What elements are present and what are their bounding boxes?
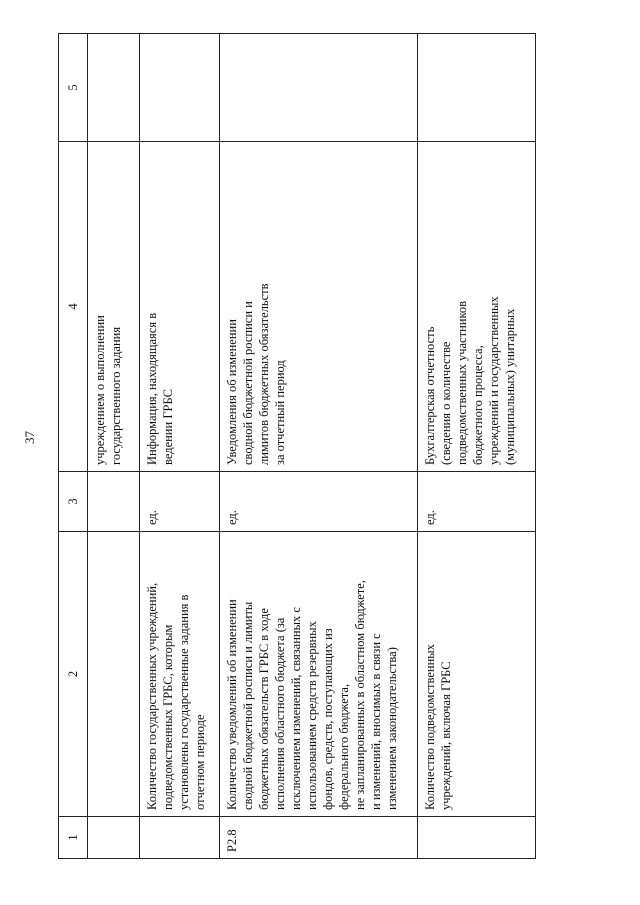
cell-unit: ед. <box>140 472 220 532</box>
cell-code: P2.8 <box>220 817 418 859</box>
cell-code <box>418 817 536 859</box>
cell-indicator <box>88 532 140 817</box>
cell-source: учреждением о выполнении государственного задания <box>88 142 140 472</box>
table-row <box>220 34 418 859</box>
table-row <box>140 34 220 859</box>
cell-unit: ед. <box>220 472 418 532</box>
cell-note <box>220 34 418 142</box>
page-number: 37 <box>22 431 37 444</box>
cell-unit: ед. <box>418 472 536 532</box>
header-col-4: 4 <box>59 142 88 472</box>
cell-code <box>140 817 220 859</box>
header-col-5: 5 <box>59 34 88 142</box>
cell-source: Бухгалтерская отчетность (сведения о количестве подведомственных участников бюджетного процесса, учреждений и государственных (муниципальных) унитарных <box>418 142 536 472</box>
indicators-table <box>58 33 536 859</box>
cell-indicator: Количество подведомственных учреждений, включая ГРБС <box>418 532 536 817</box>
cell-note <box>140 34 220 142</box>
table-rotation-wrapper <box>58 33 536 859</box>
header-col-2: 2 <box>59 532 88 817</box>
table-row <box>88 34 140 859</box>
header-col-1: 1 <box>59 817 88 859</box>
cell-note <box>88 34 140 142</box>
cell-indicator: Количество уведомлений об изменении сводной бюджетной росписи и лимиты бюджетных обязательств ГРБС в ходе исполнения областного бюджета (за исключением изменений, связанных с использованием средств резервных фондов, средств, поступающих из федерального бюджета, не запланированных в областном бюджете, и изменений, вносимых в связи с изменением законодательства) <box>220 532 418 817</box>
table-header-row <box>59 34 88 859</box>
rotated-table-area <box>58 33 536 859</box>
cell-indicator: Количество государственных учреждений, подведомственных ГРБС, которым установлены государственные задания в отчетном периоде <box>140 532 220 817</box>
cell-source: Информация, находящаяся в ведении ГРБС <box>140 142 220 472</box>
cell-note <box>418 34 536 142</box>
cell-code <box>88 817 140 859</box>
header-col-3: 3 <box>59 472 88 532</box>
cell-source: Уведомления об изменении сводной бюджетной росписи и лимитов бюджетных обязательств за отчетный период <box>220 142 418 472</box>
cell-unit <box>88 472 140 532</box>
table-row <box>418 34 536 859</box>
